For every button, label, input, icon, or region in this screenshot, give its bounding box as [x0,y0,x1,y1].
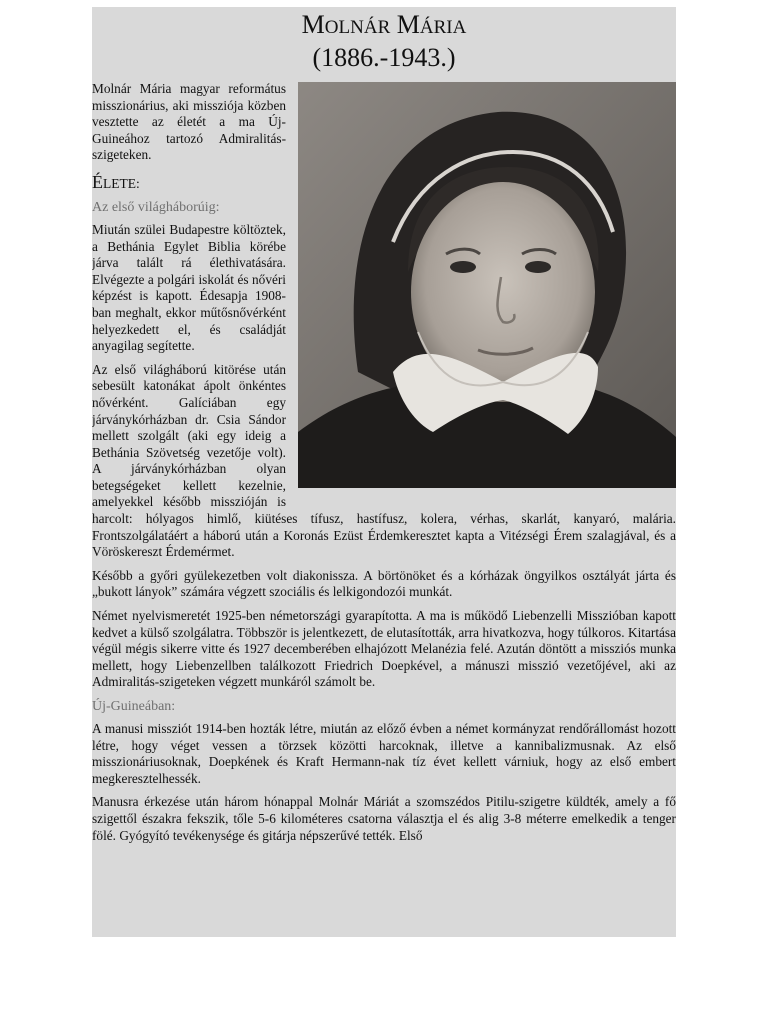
paragraph-4: Német nyelvismeretét 1925-ben németországi gyarapította. A ma is működő Liebenzelli Misszióban kapott kedvet a külső szolgálatra. Többször is jelentkezett, de elutasították, arra hivatkozva, hogy túlkoros. Kitartása végül mégis sikerre vitte és 1927 decemberében elhajózott Melanézia felé. Azután döntött a missziós munka mellett, hogy Liebenzellben találkozott Friedrich Doepkével, a mánuszi misszió vezetőjével, aki az Admiralitás-szigeteken végzett munkáról számolt be. [92,608,676,690]
title-rest-1: OLNÁR [324,17,391,38]
subheading-new-guinea: Új-Guineában: [92,699,176,714]
portrait-image [298,82,676,488]
title-rest-2: ÁRIA [419,17,467,38]
page-subtitle-years: (1886.-1943.) [312,43,456,72]
document-page [92,7,676,937]
paragraph-6: Manusra érkezése után három hónappal Molnár Máriát a szomszédos Pitilu-szigetre küldték, amely a fő szigettől északra fekszik, tőle 5-6 kilométeres csatorna választja el és alig 3-8 méterre emelkedik a tenger fölé. Gyógyító tevékenysége és gitárja népszerűvé tették. Első [92,794,676,843]
section-heading-rest: LETE: [103,175,140,191]
title-initial-2: M [396,10,420,39]
intro-paragraph: Molnár Mária magyar református misszionárius, aki missziója közben vesztette az életét a ma Új-Guineához tartozó Admiralitás-szigeteken. [92,81,286,163]
portrait-photo [298,82,676,488]
page-title [92,7,676,43]
paragraph-3: Később a győri gyülekezetben volt diakonissza. A börtönöket és a kórházak öngyilkos osztályát járta és „bukott lányok” számára végzett szociális és lelkigondozói munkát. [92,567,676,600]
paragraph-5: A manusi missziót 1914-ben hozták létre, miután az előző évben a német kormányzat rendőrállomást hozott létre, hogy véget vessen a törzsek közötti harcoknak, illetve a kannibalizmusnak. Az első misszionáriusoknak, Doepkének és Kraft Hermann-nak tíz évet kellett várniuk, hogy az első embert megkeresztelhessék. [92,721,676,786]
subheading-before-war: Az első világháborúig: [92,199,220,215]
paragraph-2: Az első világháború kitörése után sebesült katonákat ápolt önkéntes nővérként. Galíciában egy járványkórházban dr. Csia Sándor mellett szolgált (aki egy ideig a Bethánia Szövetség vezetője volt). A járványkórházban olyan betegségeket kellett kezelnie, amelyekkel később misszióján is harcolt: hólyagos himlő, kiütéses tífusz, hastífusz, kolera, vérhas, skarlát, kanyaró, malária. Frontszolgálatáért a háború után a Koronás Ezüst Érdemkeresztet kapta a Vitézségi Érem szalagjával, és a Vöröskereszt Érdemérmet. [92,361,676,560]
article-body [92,81,676,844]
section-heading-initial: É [92,171,103,192]
paragraph-1: Miután szülei Budapestre költöztek, a Bethánia Egylet Biblia körébe járva talált rá élethivatására. Elvégezte a polgári iskolát és nővéri képzést is kapott. Édesapja 1908-ban meghalt, ekkor műtősnővérként helyezkedett el, és családját anyagilag segítette. [92,221,286,354]
title-initial-1: M [301,10,325,39]
